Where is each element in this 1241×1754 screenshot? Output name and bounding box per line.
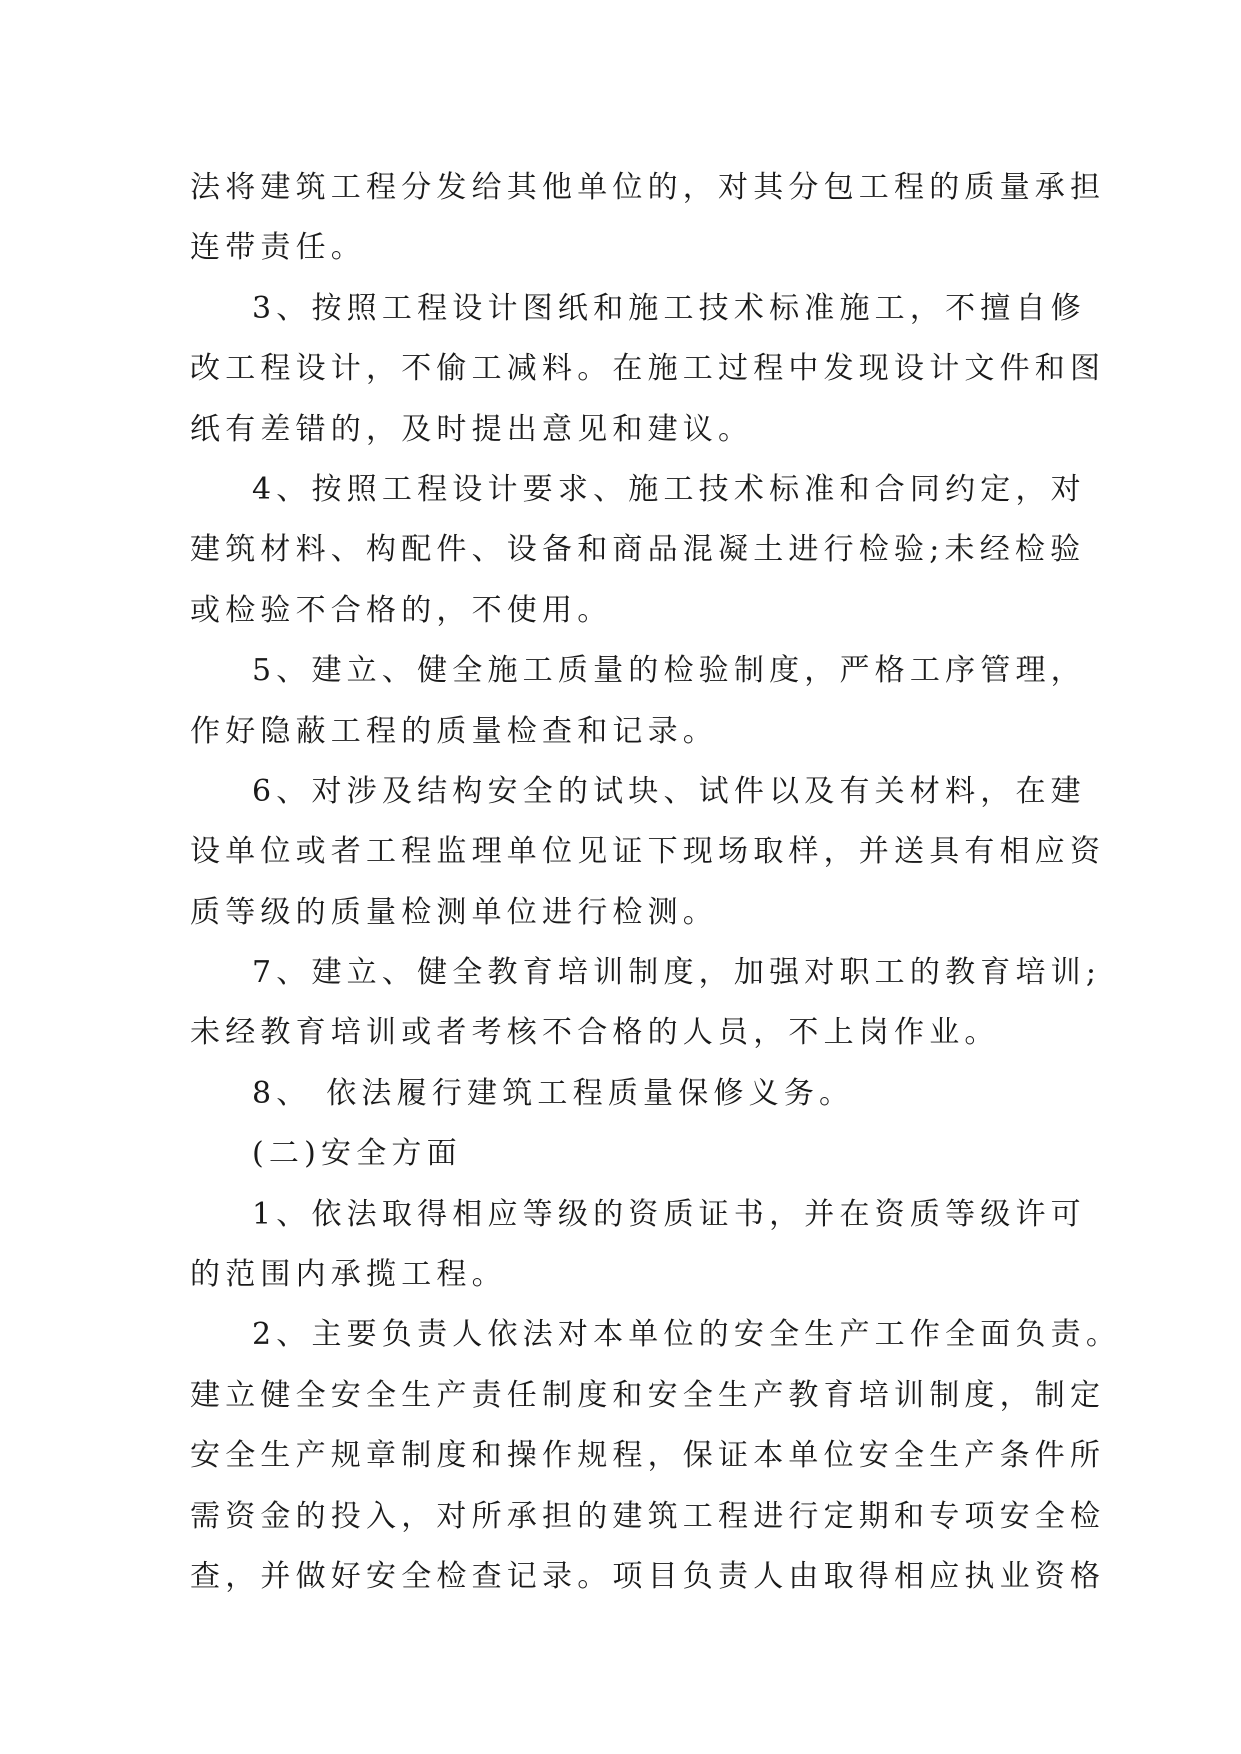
text-line: (二)安全方面 <box>252 1136 462 1172</box>
text-line: 4、按照工程设计要求、施工技术标准和合同约定，对 <box>252 471 1086 507</box>
text-line: 5、建立、健全施工质量的检验制度，严格工序管理， <box>252 653 1086 689</box>
text-line: 法将建筑工程分发给其他单位的，对其分包工程的质量承担 <box>190 170 1106 205</box>
text-line: 建立健全安全生产责任制度和安全生产教育培训制度，制定 <box>190 1377 1106 1413</box>
text-line: 查，并做好安全检查记录。项目负责人由取得相应执业资格 <box>190 1558 1106 1594</box>
text-line: 1、依法取得相应等级的资质证书，并在资质等级许可 <box>252 1196 1086 1232</box>
text-line: 需资金的投入，对所承担的建筑工程进行定期和专项安全检 <box>190 1498 1106 1534</box>
document-body <box>190 158 1122 1607</box>
text-line: 建筑材料、构配件、设备和商品混凝土进行检验;未经检验 <box>190 532 1086 568</box>
text-line: 连带责任。 <box>190 230 366 266</box>
text-line: 或检验不合格的，不使用。 <box>190 592 613 628</box>
text-line: 的范围内承揽工程。 <box>190 1257 507 1293</box>
text-line: 2、主要负责人依法对本单位的安全生产工作全面负责。 <box>252 1317 1122 1353</box>
text-line: 安全生产规章制度和操作规程，保证本单位安全生产条件所 <box>190 1438 1106 1474</box>
text-line: 设单位或者工程监理单位见证下现场取样，并送具有相应资 <box>190 834 1106 870</box>
text-line: 质等级的质量检测单位进行检测。 <box>190 894 718 930</box>
text-line: 3、按照工程设计图纸和施工技术标准施工，不擅自修 <box>252 290 1086 326</box>
text-line: 改工程设计，不偷工减料。在施工过程中发现设计文件和图 <box>190 351 1106 387</box>
text-line: 7、建立、健全教育培训制度，加强对职工的教育培训; <box>252 955 1102 991</box>
text-line: 6、对涉及结构安全的试块、试件以及有关材料，在建 <box>252 773 1086 809</box>
text-line: 纸有差错的，及时提出意见和建议。 <box>190 411 754 447</box>
text-line: 未经教育培训或者考核不合格的人员，不上岗作业。 <box>190 1015 1000 1051</box>
text-line: 作好隐蔽工程的质量检查和记录。 <box>190 713 718 749</box>
text-line: 8、 依法履行建筑工程质量保修义务。 <box>252 1075 855 1111</box>
